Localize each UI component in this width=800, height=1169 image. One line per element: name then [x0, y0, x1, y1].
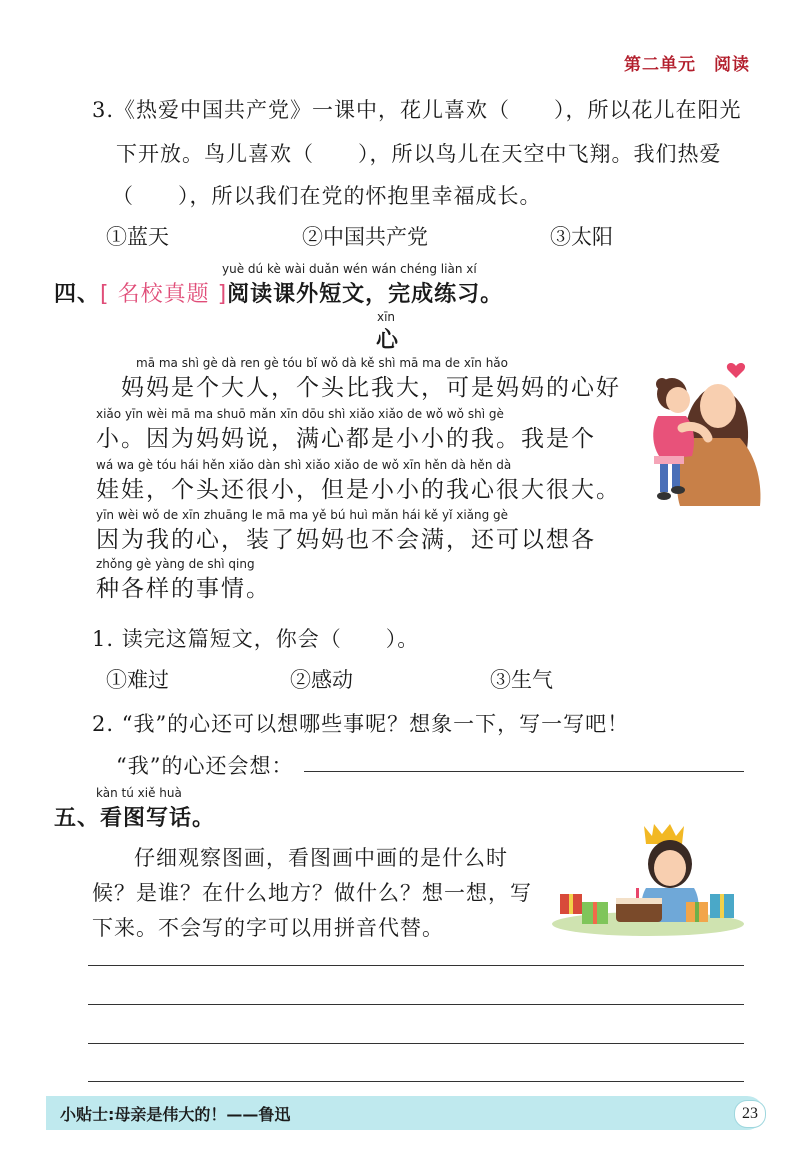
birthday-girl-illustration [550, 818, 746, 938]
section4-number: 四、 [54, 281, 101, 307]
section5-pinyin: kàn tú xiě huà [96, 786, 182, 800]
section4-pinyin: yuè dú kè wài duǎn wén wán chéng liàn xí [222, 262, 477, 276]
story-title: 心 [376, 327, 399, 353]
q3-line-2: 下开放。鸟儿喜欢（ ），所以鸟儿在天空中飞翔。我们热爱 [116, 142, 722, 166]
tip-colon: : [108, 1105, 115, 1124]
story-line-3: 娃娃，个头还很小，但是小小的我心很大很大。 [96, 477, 621, 503]
section5-line-2: 候？是谁？在什么地方？做什么？想一想，写 [92, 881, 532, 905]
tip-text [60, 1102, 290, 1125]
story-pinyin-2: xiǎo yīn wèi mā ma shuō mǎn xīn dōu shì xiǎo xiǎo de wǒ wǒ shì gè [96, 407, 504, 421]
q3-line-1: 3.《热爱中国共产党》一课中，花儿喜欢（ ），所以花儿在阳光 [92, 98, 742, 122]
q2-prompt: “我”的心还会想： [116, 754, 294, 778]
tip-label: 小贴士 [60, 1105, 109, 1124]
q2-answer-line[interactable] [304, 771, 744, 772]
q1-option-1[interactable]: ①难过 [106, 668, 169, 692]
section5-line-1: 仔细观察图画，看图画中画的是什么时 [134, 846, 508, 870]
tip-quote: 母亲是伟大的！——鲁迅 [114, 1105, 291, 1124]
writing-line[interactable] [88, 1081, 744, 1082]
heart-icon [727, 363, 745, 378]
writing-line[interactable] [88, 1004, 744, 1005]
story-line-1: 妈妈是个大人，个头比我大，可是妈妈的心好 [96, 375, 621, 401]
q2-text: 2. “我”的心还可以想哪些事呢？想象一下，写一写吧！ [92, 712, 630, 736]
story-pinyin-3: wá wa gè tóu hái hěn xiǎo dàn shì xiǎo xiǎo de wǒ xīn hěn dà hěn dà [96, 458, 512, 472]
story-pinyin-1: mā ma shì gè dà ren gè tóu bǐ wǒ dà kě shì mā ma de xīn hǎo [136, 356, 509, 370]
q3-option-1[interactable]: ①蓝天 [106, 225, 169, 249]
unit-header: 第二单元 阅读 [624, 55, 750, 75]
section5-line-3: 下来。不会写的字可以用拼音代替。 [92, 916, 444, 940]
writing-line[interactable] [88, 965, 744, 966]
mother-child-illustration [638, 358, 766, 506]
section4-badge: [ 名校真题 ] [100, 282, 228, 307]
page-number: 23 [734, 1100, 766, 1128]
story-line-2: 小。因为妈妈说，满心都是小小的我。我是个 [96, 426, 596, 452]
q1-text: 1. 读完这篇短文，你会（ ）。 [92, 627, 420, 651]
writing-line[interactable] [88, 1043, 744, 1044]
story-pinyin-5: zhǒng gè yàng de shì qing [96, 557, 255, 571]
q1-option-3[interactable]: ③生气 [490, 668, 553, 692]
section5-title: 五、看图写话。 [54, 805, 216, 831]
q1-option-2[interactable]: ②感动 [290, 668, 353, 692]
section4-heading [54, 277, 503, 308]
story-line-5: 种各样的事情。 [96, 576, 271, 602]
q3-option-3[interactable]: ③太阳 [550, 225, 613, 249]
story-pinyin-4: yīn wèi wǒ de xīn zhuāng le mā ma yě bú huì mǎn hái kě yǐ xiǎng gè [96, 508, 509, 522]
q3-option-2[interactable]: ②中国共产党 [302, 225, 428, 249]
story-line-4: 因为我的心，装了妈妈也不会满，还可以想各 [96, 527, 596, 553]
q3-line-3: （ ），所以我们在党的怀抱里幸福成长。 [112, 184, 542, 208]
section4-title: 阅读课外短文，完成练习。 [227, 281, 504, 307]
story-title-pinyin: xīn [377, 310, 396, 324]
